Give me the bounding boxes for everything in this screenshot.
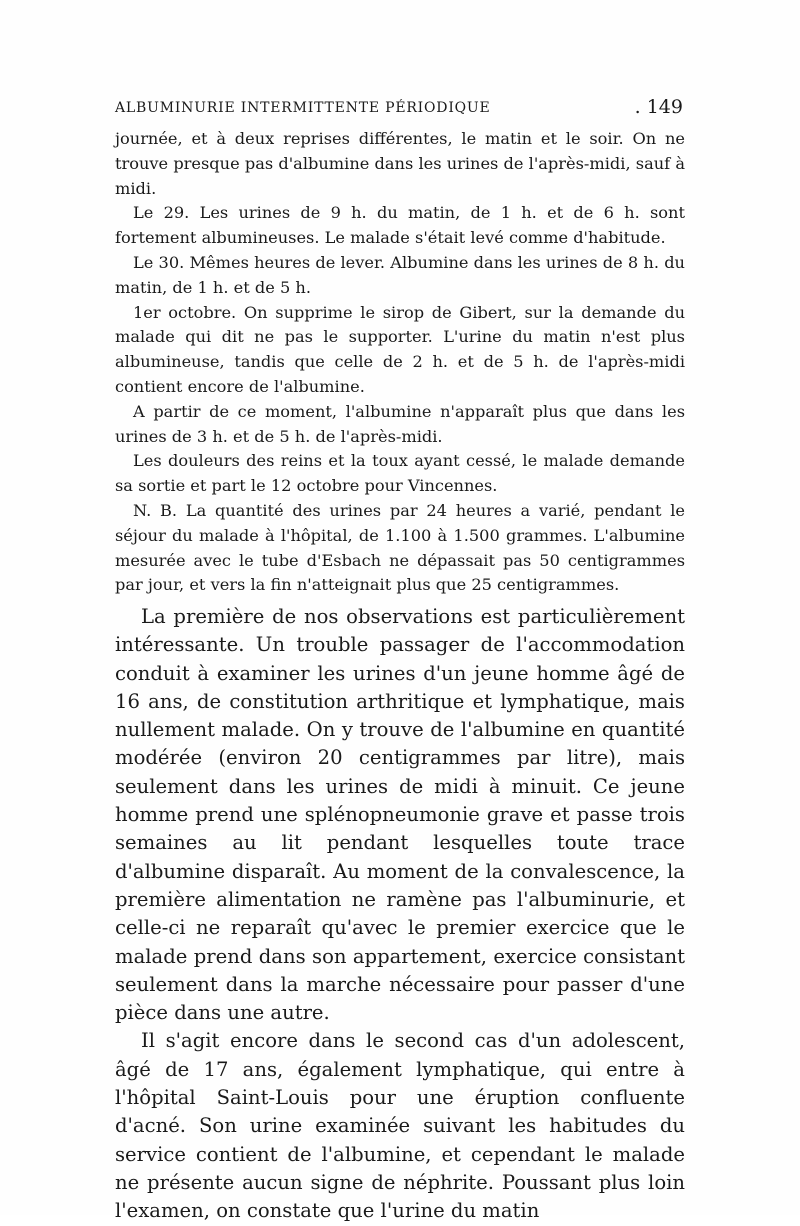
case-note-paragraph: Le 30. Mêmes heures de lever. Albumine dans les urines de 8 h. du matin, de 1 h. et de 5 h.: [115, 252, 685, 297]
running-title: ALBUMINURIE INTERMITTENTE PÉRIODIQUE: [115, 100, 491, 116]
discussion-text: [115, 603, 685, 1226]
case-note-paragraph: N. B. La quantité des urines par 24 heures a varié, pendant le séjour du malade à l'hôpital, de 1.100 à 1.500 grammes. L'albumine mesurée avec le tube d'Esbach ne dépassait pas 50 centigrammes par jour, et vers la fin n'atteignait plus que 25 centigrammes.: [115, 500, 685, 595]
body-paragraph: La première de nos observations est particulièrement intéressante. Un trouble passager de l'accommodation conduit à examiner les urines d'un jeune homme âgé de 16 ans, de constitution arthritique et lymphatique, mais nullement malade. On y trouve de l'albumine en quantité modérée (environ 20 centigrammes par litre), mais seulement dans les urines de midi à minuit. Ce jeune homme prend une splénopneumonie grave et passe trois semaines au lit pendant lesquelles toute trace d'albumine disparaît. Au moment de la convalescence, la première alimentation ne ramène pas l'albuminurie, et celle-ci ne reparaît qu'avec le premier exercice que le malade prend dans son appartement, exercice consistant seulement dans la marche nécessaire pour passer d'une pièce dans une autre.: [115, 605, 685, 1025]
case-note-paragraph: journée, et à deux reprises différentes, le matin et le soir. On ne trouve presque pas d'albumine dans les urines de l'après-midi, sauf à midi.: [115, 129, 685, 198]
case-note-paragraph: A partir de ce moment, l'albumine n'apparaît plus que dans les urines de 3 h. et de 5 h. de l'après-midi.: [115, 401, 685, 446]
case-note-paragraph: 1er octobre. On supprime le sirop de Gibert, sur la demande du malade qui dit ne pas le supporter. L'urine du matin n'est plus albumineuse, tandis que celle de 2 h. et de 5 h. de l'après-midi contient encore de l'albumine.: [115, 302, 685, 396]
body-paragraph: Il s'agit encore dans le second cas d'un adolescent, âgé de 17 ans, également lymphatique, qui entre à l'hôpital Saint-Louis pour une éruption confluente d'acné. Son urine examinée suivant les habitudes du service contient de l'albumine, et cependant le malade ne présente aucun signe de néphrite. Poussant plus loin l'examen, on constate que l'urine du matin: [115, 1029, 685, 1223]
case-note-paragraph: Le 29. Les urines de 9 h. du matin, de 1 h. et de 6 h. sont fortement albumineuses. Le malade s'était levé comme d'habitude.: [115, 203, 685, 248]
case-note-paragraph: Les douleurs des reins et la toux ayant cessé, le malade demande sa sortie et part le 12 octobre pour Vincennes.: [115, 451, 685, 496]
page-header: [0, 96, 685, 124]
case-notes: [115, 127, 685, 598]
page-number: . 149: [634, 96, 683, 118]
